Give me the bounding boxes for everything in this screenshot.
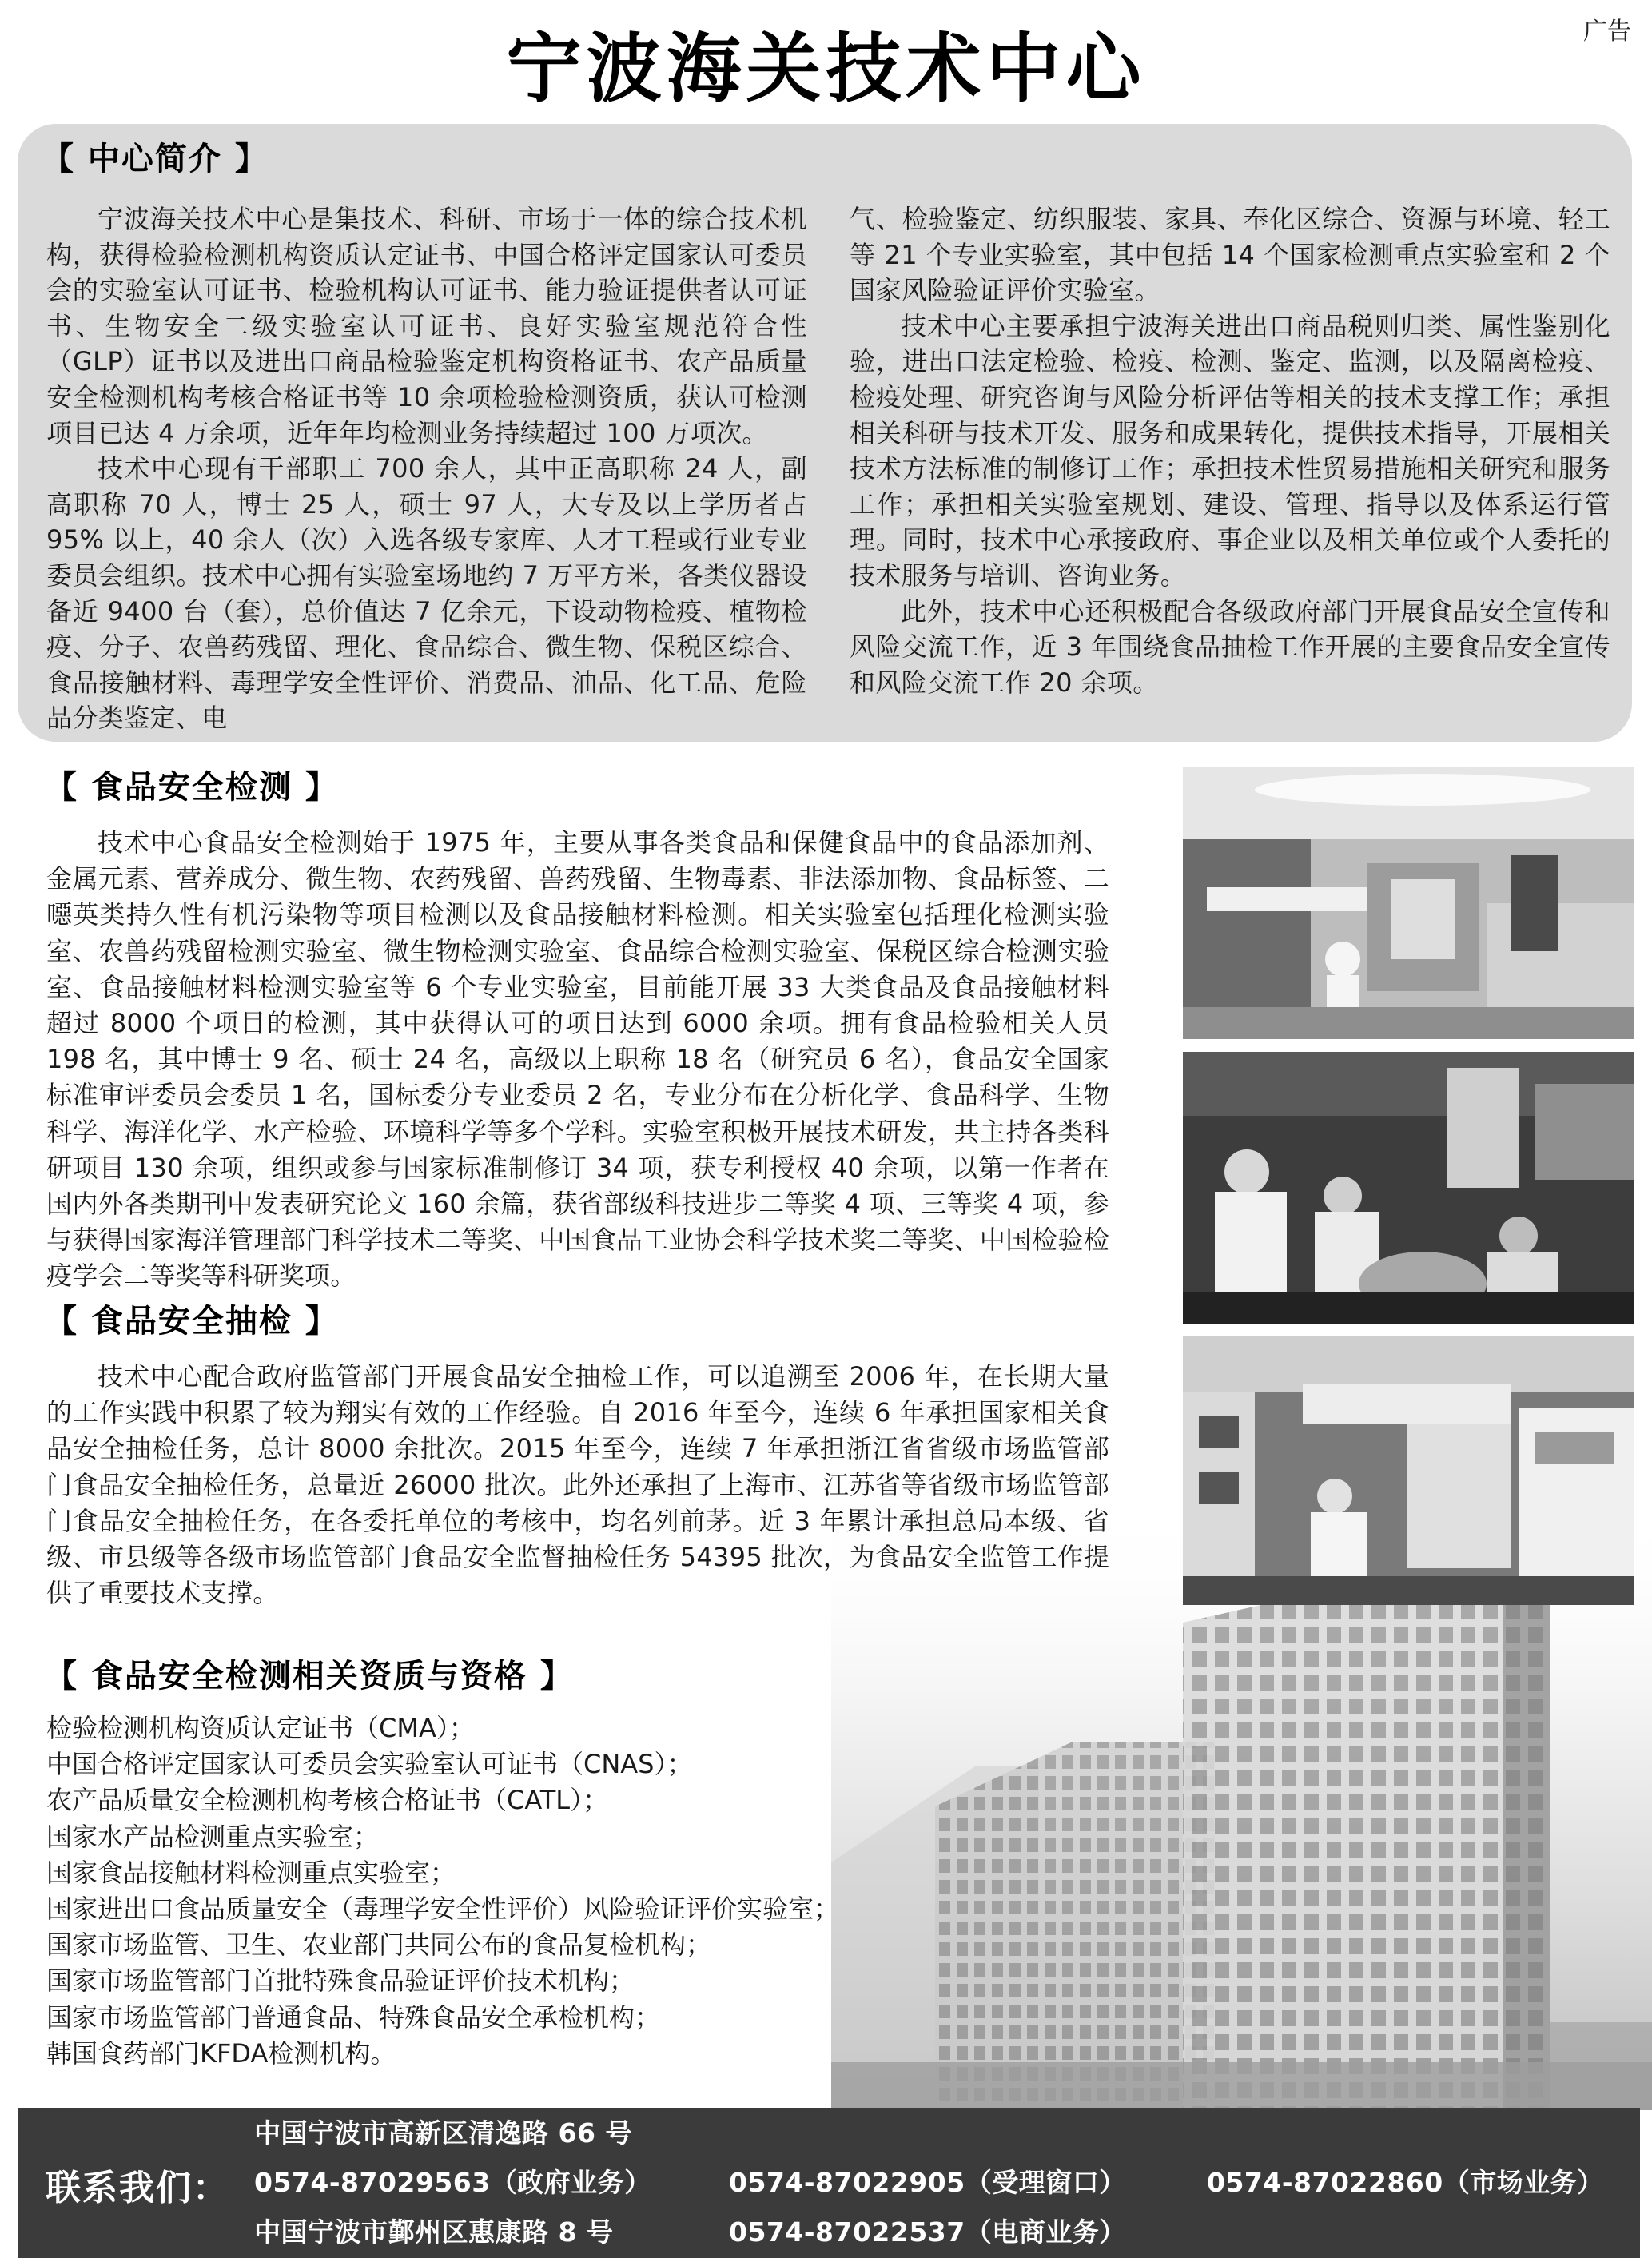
intro-left-column <box>46 201 807 736</box>
intro-paragraph-5: 此外，技术中心还积极配合各级政府部门开展食品安全宣传和风险交流工作，近 3 年围绕食品抽检工作开展的主要食品安全宣传和风险交流工作 20 余项。 <box>850 595 1610 698</box>
lab-photo-3 <box>1183 1336 1634 1605</box>
list-item: 检验检测机构资质认定证书（CMA）； <box>46 1713 475 1743</box>
list-item: 农产品质量安全检测机构考核合格证书（CATL）； <box>46 1785 609 1816</box>
testing-text-block <box>46 825 1109 1295</box>
list-item: 国家食品接触材料检测重点实验室； <box>46 1857 456 1888</box>
list-item: 韩国食药部门KFDA检测机构。 <box>46 2037 396 2069</box>
intro-paragraph-4: 技术中心主要承担宁波海关进出口商品税则归类、属性鉴别化验，进出口法定检验、检疫、检测、鉴定、监测，以及隔离检疫、检疫处理、研究咨询与风险分析评估等相关的技术支撑工作；承担相关科研与技术开发、服务和成果转化，提供技术指导，开展相关技术方法标准的制修订工作；承担技术性贸易措施相关研究和服务工作；承担相关实验室规划、建设、管理、指导以及体系运行管理。同时，技术中心承接政府、事企业以及相关单位或个人委托的技术服务与培训、咨询业务。 <box>850 310 1610 591</box>
list-item: 国家市场监管、卫生、农业部门共同公布的食品复检机构； <box>46 1929 712 1961</box>
lab-photo-1 <box>1183 767 1634 1039</box>
qualifications-heading: 【 食品安全检测相关资质与资格 】 <box>45 1658 574 1695</box>
contact-phone-market: 0574-87022860（市场业务） <box>1207 2167 1604 2198</box>
advertisement-tag: 广告 <box>1583 18 1631 46</box>
testing-paragraph: 技术中心食品安全检测始于 1975 年，主要从事各类食品和保健食品中的食品添加剂、金属元素、营养成分、微生物、农药残留、兽药残留、生物毒素、非法添加物、食品标签、二噁英类持久性有机污染物等项目检测以及食品接触材料检测。相关实验室包括理化检测实验室、农兽药残留检测实验室、微生物检测实验室、食品综合检测实验室、保税区综合检测实验室、食品接触材料检测实验室等 6 个专业实验室，目前能开展 33 大类食品及食品接触材料超过 8000 个项目的检测，其中获得认可的项目达到 6000 余项。拥有食品检验相关人员 198 名，其中博士 9 名、硕士 24 名，高级以上职称 18 名（研究员 6 名），食品安全国家标准审评委员会委员 1 名，国标委分专业委员 2 名，专业分布在分析化学、食品科学、生物科学、海洋化学、水产检验、环境科学等多个学科。实验室积极开展技术研发，共主持各类科研项目 130 余项，组织或参与国家标准制修订 34 项，获专利授权 40 余项，以第一作者在国内外各类期刊中发表研究论文 160 余篇，获省部级科技进步二等奖 4 项、三等奖 4 项，参与获得国家海洋管理部门科学技术二等奖、中国食品工业协会科学技术奖二等奖、中国检验检疫学会二等奖等科研奖项。 <box>46 827 1109 1292</box>
lab-photo-2 <box>1183 1052 1634 1324</box>
list-item: 国家市场监管部门普通食品、特殊食品安全承检机构； <box>46 2001 661 2033</box>
contact-address-2: 中国宁波市鄞州区惠康路 8 号 <box>254 2216 614 2248</box>
intro-paragraph-3: 气、检验鉴定、纺织服装、家具、奉化区综合、资源与环境、轻工等 21 个专业实验室，其中包括 14 个国家检测重点实验室和 2 个国家风险验证评价实验室。 <box>850 204 1610 306</box>
list-item: 国家市场监管部门首批特殊食品验证评价技术机构； <box>46 1965 635 1997</box>
contact-phone-service-window: 0574-87022905（受理窗口） <box>729 2167 1126 2198</box>
intro-heading: 【 中心简介 】 <box>42 141 269 177</box>
qualifications-list <box>46 1710 926 2072</box>
intro-paragraph-1: 宁波海关技术中心是集技术、科研、市场于一体的综合技术机构，获得检验检测机构资质认定证书、中国合格评定国家认可委员会的实验室认可证书、检验机构认可证书、能力验证提供者认可证书、生物安全二级实验室认可证书、良好实验室规范符合性（GLP）证书以及进出口商品检验鉴定机构资格证书、农产品质量安全检测机构考核合格证书等 10 余项检验检测资质，获认可检测项目已达 4 万余项，近年年均检测业务持续超过 100 万项次。 <box>46 204 807 448</box>
list-item: 国家进出口食品质量安全（毒理学安全性评价）风险验证评价实验室； <box>46 1894 840 1925</box>
contact-bar <box>18 2108 1640 2258</box>
contact-phone-ecommerce: 0574-87022537（电商业务） <box>729 2216 1126 2248</box>
list-item: 中国合格评定国家认可委员会实验室认可证书（CNAS）； <box>46 1749 693 1780</box>
page-title: 宁波海关技术中心 <box>506 26 1146 113</box>
contact-label: 联系我们： <box>46 2168 229 2208</box>
sampling-paragraph: 技术中心配合政府监管部门开展食品安全抽检工作，可以追溯至 2006 年，在长期大量的工作实践中积累了较为翔实有效的工作经验。自 2016 年至今，连续 6 年承担国家相关食品安全抽检任务，总计 8000 余批次。2015 年至今，连续 7 年承担浙江省省级市场监管部门食品安全抽检任务，总量近 26000 批次。此外还承担了上海市、江苏省等省级市场监管部门食品安全抽检任务，在各委托单位的考核中，均名列前茅。近 3 年累计承担总局本级、省级、市县级等各级市场监管部门食品安全监督抽检任务 54395 批次，为食品安全监管工作提供了重要技术支撑。 <box>46 1361 1109 1609</box>
contact-phone-government: 0574-87029563（政府业务） <box>254 2167 651 2198</box>
intro-paragraph-2: 技术中心现有干部职工 700 余人，其中正高职称 24 人，副高职称 70 人，博士 25 人，硕士 97 人，大专及以上学历者占 95% 以上，40 余人（次）入选各级专家库、人才工程或行业专业委员会组织。技术中心拥有实验室场地约 7 万平方米，各类仪器设备近 9400 台（套），总价值达 7 亿余元，下设动物检疫、植物检疫、分子、农兽药残留、理化、食品综合、微生物、保税区综合、食品接触材料、毒理学安全性评价、消费品、油品、化工品、危险品分类鉴定、电 <box>46 453 807 734</box>
list-item: 国家水产品检测重点实验室； <box>46 1821 380 1852</box>
sampling-text-block <box>46 1359 1109 1611</box>
intro-right-column <box>850 201 1610 700</box>
contact-address-1: 中国宁波市高新区清逸路 66 号 <box>254 2117 632 2149</box>
sampling-heading: 【 食品安全抽检 】 <box>45 1303 339 1340</box>
testing-heading: 【 食品安全检测 】 <box>45 769 339 806</box>
